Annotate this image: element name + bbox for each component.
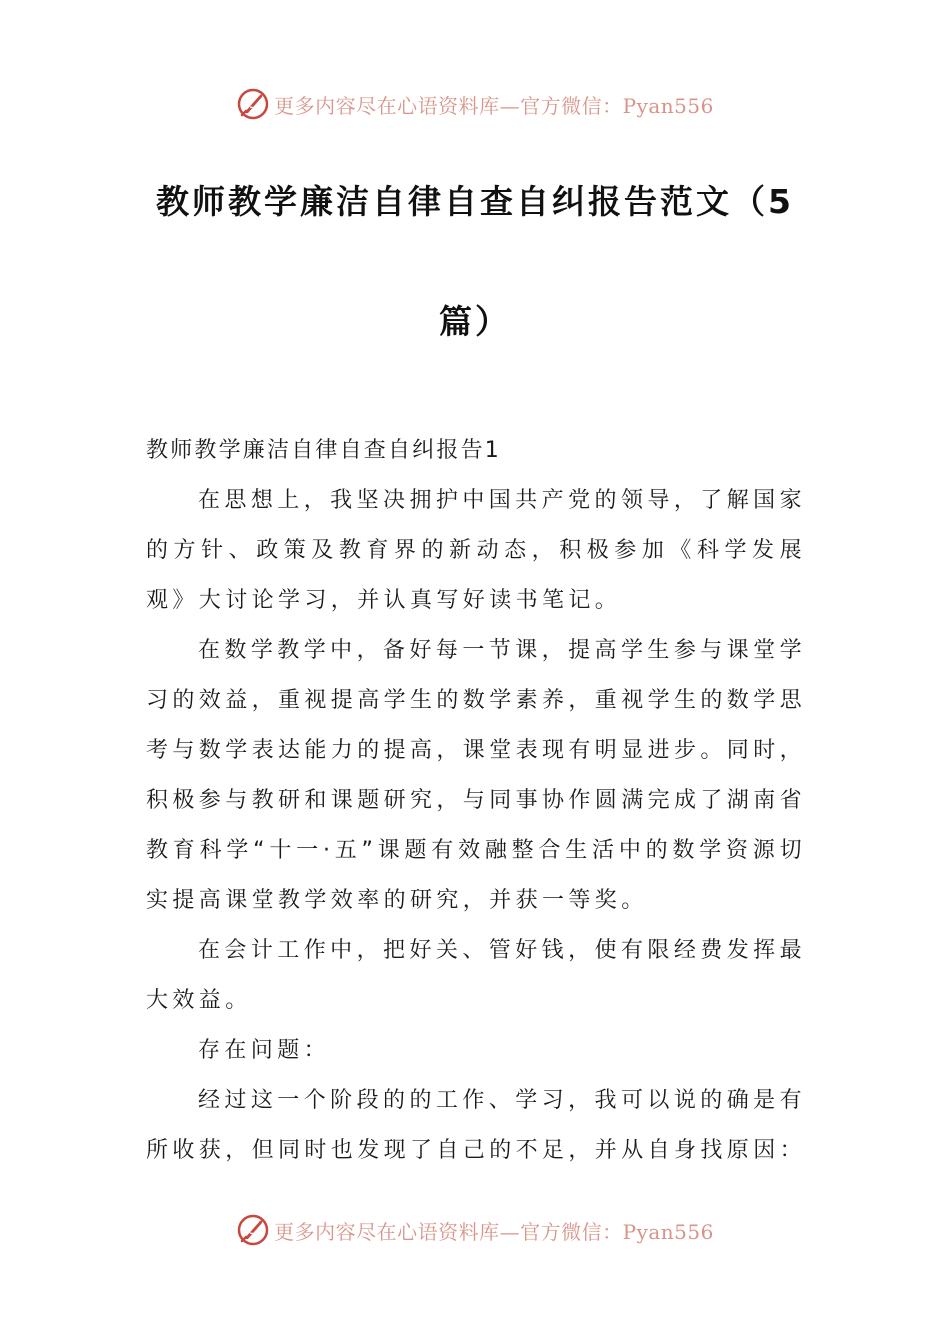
document-title-line-2: 篇） xyxy=(439,302,511,341)
body-paragraph: 经过这一个阶段的的工作、学习，我可以说的确是有所收获，但同时也发现了自己的不足，并从自身找原因： xyxy=(146,1088,807,1163)
section-heading: 教师教学廉洁自律自查自纠报告1 xyxy=(146,438,501,463)
footer-banner xyxy=(0,1210,950,1250)
header-banner xyxy=(0,84,950,124)
quill-logo-icon xyxy=(236,1213,270,1247)
banner-text: 更多内容尽在心语资料库—官方微信：Pyan556 xyxy=(274,93,714,118)
document-body xyxy=(146,426,806,1176)
quill-logo-icon xyxy=(236,87,270,121)
body-paragraph: 在思想上，我坚决拥护中国共产党的领导，了解国家的方针、政策及教育界的新动态，积极参加《科学发展观》大讨论学习，并认真写好读书笔记。 xyxy=(146,488,806,613)
body-paragraph: 在会计工作中，把好关、管好钱，使有限经费发挥最大效益。 xyxy=(146,938,806,1013)
banner-text: 更多内容尽在心语资料库—官方微信：Pyan556 xyxy=(274,1219,714,1244)
body-paragraph: 存在问题： xyxy=(198,1038,331,1063)
body-paragraph: 在数学教学中，备好每一节课，提高学生参与课堂学习的效益，重视提高学生的数学素养，重视学生的数学思考与数学表达能力的提高，课堂表现有明显进步。同时，积极参与教研和课题研究，与同事协作圆满完成了湖南省教育科学“十一·五”课题有效融整合生活中的数学资源切实提高课堂教学效率的研究，并获一等奖。 xyxy=(146,638,807,913)
document-title-line-1: 教师教学廉洁自律自查自纠报告范文（5 xyxy=(156,182,794,221)
